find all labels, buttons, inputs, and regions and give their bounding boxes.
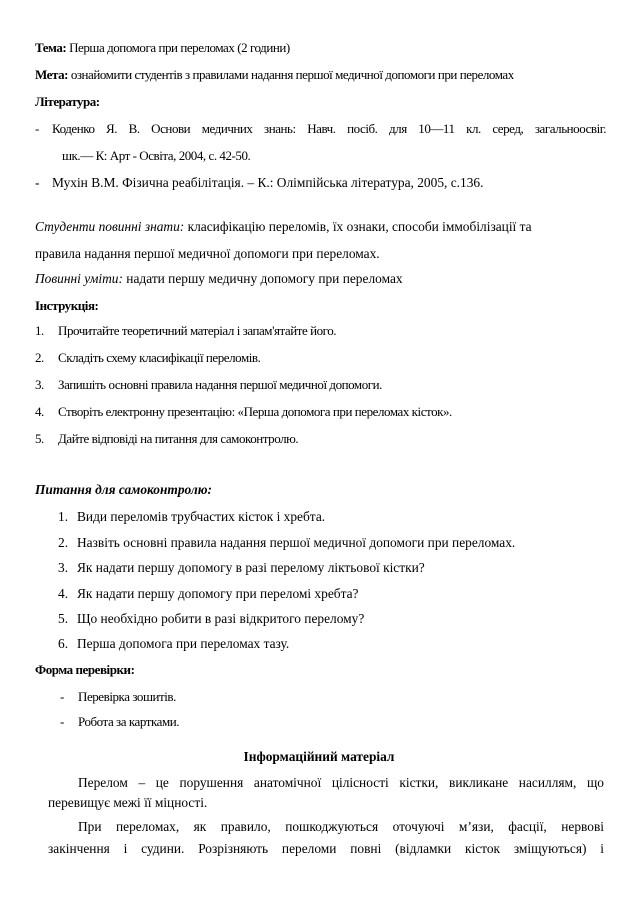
question-num-4: 4. [58, 586, 69, 601]
info-p2-line-1: При переломах, як правило, пошкоджуються оточуючі м’язи, фасції, нервові [78, 819, 604, 834]
goal-label: Мета: [35, 67, 68, 82]
instruction-item-2: Складіть схему класифікації переломів. [58, 350, 261, 365]
literature-item-2: Мухін В.М. Фізична реабілітація. – К.: Олімпійська література, 2005, с.136. [52, 175, 484, 190]
check-bullet-2: - [60, 714, 64, 729]
question-item-5: Що необхідно робити в разі відкритого перелому? [77, 611, 365, 626]
check-label: Форма перевірки: [35, 662, 135, 677]
literature-item-1-line-1: Коденко Я. В. Основи медичних знань: Навч. посіб. для 10—11 кл. серед, загальноосвіг. [52, 121, 606, 136]
question-item-2: Назвіть основні правила надання першої медичної допомоги при переломах. [77, 535, 516, 550]
question-num-6: 6. [58, 636, 69, 651]
question-num-3: 3. [58, 560, 69, 575]
topic-line [35, 39, 290, 57]
instruction-item-1: Прочитайте теоретичний матеріал і запам'ятайте його. [58, 323, 337, 338]
able-label: Повинні уміти: [35, 271, 123, 286]
questions-label: Питання для самоконтролю: [35, 482, 212, 497]
question-num-5: 5. [58, 611, 69, 626]
instruction-item-4: Створіть електронну презентацію: «Перша допомога при переломах кісток». [58, 404, 452, 419]
check-item-2: Робота за картками. [78, 714, 180, 729]
literature-bullet-1: - [35, 121, 39, 136]
literature-bullet-2: - [35, 175, 40, 190]
instruction-item-3: Запишіть основні правила надання першої медичної допомоги. [58, 377, 382, 392]
goal-value: ознайомити студентів з правилами надання першої медичної допомоги при переломах [70, 67, 514, 82]
info-p2-line-2: закінчення і судини. Розрізняють переломи повні (відламки кісток зміщуються) і [48, 841, 604, 856]
topic-value: Перша допомога при переломах (2 години) [69, 40, 290, 55]
question-item-1: Види переломів трубчастих кісток і хребта. [77, 509, 326, 524]
know-line-1 [35, 218, 532, 236]
check-item-1: Перевірка зошитів. [78, 689, 176, 704]
instruction-num-4: 4. [35, 404, 44, 419]
know-text-2: правила надання першої медичної допомоги при переломах. [35, 246, 380, 261]
goal-line [35, 66, 514, 84]
instruction-item-5: Дайте відповіді на питання для самоконтролю. [58, 431, 299, 446]
question-item-4: Як надати першу допомогу при переломі хребта? [77, 586, 359, 601]
instruction-num-1: 1. [35, 323, 44, 338]
question-item-6: Перша допомога при переломах тазу. [77, 636, 290, 651]
info-p1-line-1: Перелом – це порушення анатомічної цілісності кістки, викликане насиллям, що [78, 775, 604, 790]
check-bullet-1: - [60, 689, 64, 704]
instruction-num-2: 2. [35, 350, 44, 365]
topic-label: Тема: [35, 40, 67, 55]
instruction-label: Інструкція: [35, 298, 99, 313]
instruction-num-3: 3. [35, 377, 44, 392]
literature-label: Література: [35, 94, 100, 109]
info-p1-line-2: перевищує межі її міцності. [48, 795, 208, 810]
question-item-3: Як надати першу допомогу в разі перелому ліктьової кістки? [77, 560, 425, 575]
question-num-2: 2. [58, 535, 69, 550]
info-title: Інформаційний матеріал [243, 749, 395, 764]
know-text-1: класифікацію переломів, їх ознаки, способи іммобілізації та [187, 219, 532, 234]
able-text: надати першу медичну допомогу при переломах [126, 271, 403, 286]
know-label: Студенти повинні знати: [35, 219, 185, 234]
able-line [35, 270, 403, 288]
literature-item-1-line-2: шк.— К: Арт - Освіта, 2004, с. 42-50. [62, 148, 251, 163]
instruction-num-5: 5. [35, 431, 44, 446]
question-num-1: 1. [58, 509, 69, 524]
